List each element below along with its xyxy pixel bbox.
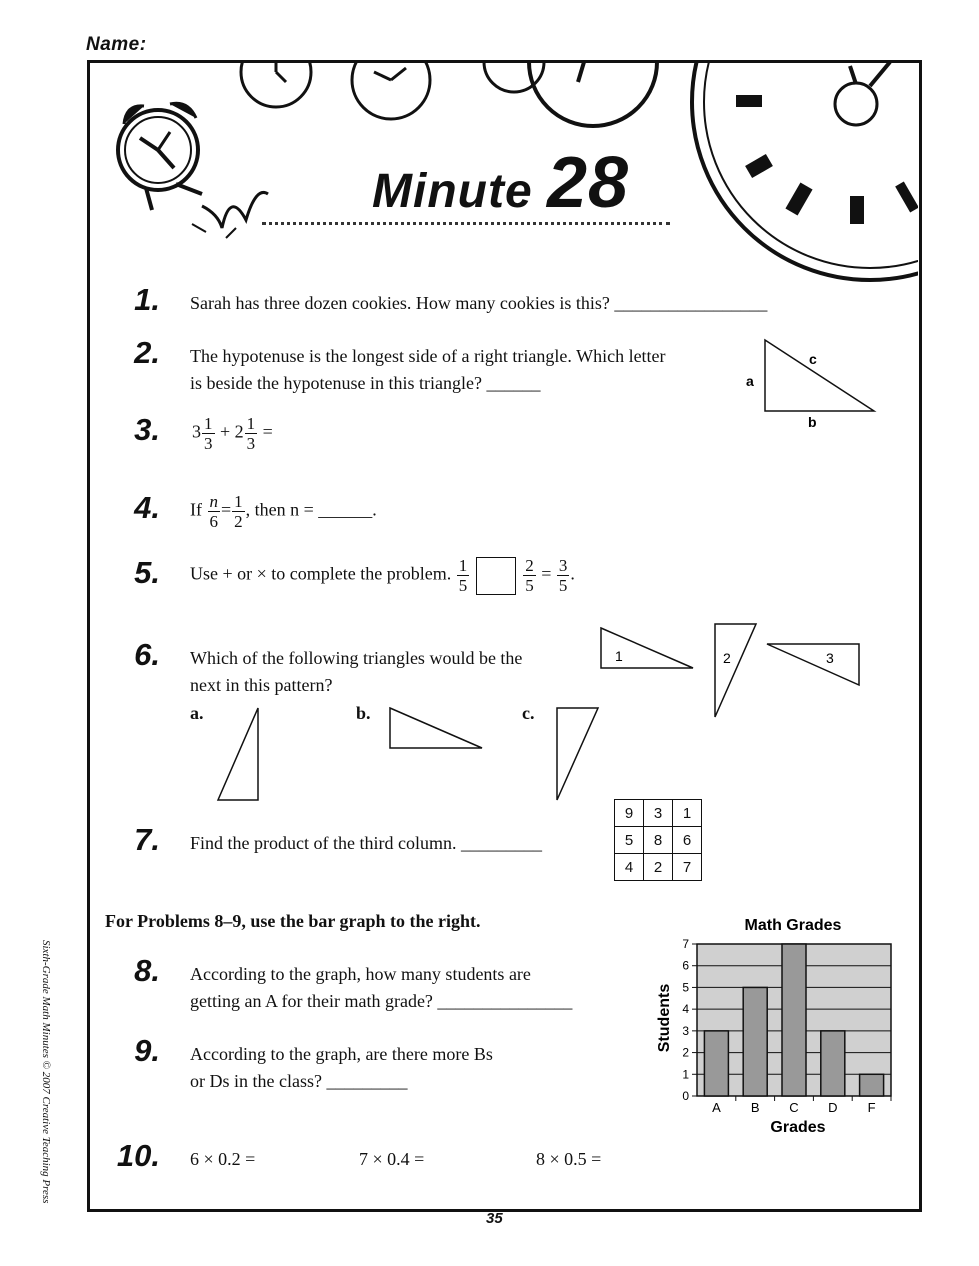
question-6-line-1: Which of the following triangles would be the: [190, 648, 523, 668]
whole-3: 3: [192, 421, 201, 442]
title-word: Minute: [372, 165, 533, 218]
plus-sign: +: [220, 421, 231, 442]
if-word: If: [190, 499, 202, 520]
chart-x-label: Grades: [770, 1119, 826, 1136]
numerator: n: [209, 492, 218, 511]
question-number-2: 2.: [134, 335, 160, 370]
triangle-options: [210, 700, 610, 810]
x-tick-label: F: [867, 1100, 876, 1115]
grid-cell: 2: [644, 854, 673, 881]
question-10-problem-3: 8 × 0.5 =: [536, 1149, 602, 1169]
equals-sign: =: [541, 563, 552, 584]
question-number-8: 8.: [134, 953, 160, 988]
question-2-line-1: The hypotenuse is the longest side of a right triangle. Which letter: [190, 346, 666, 366]
question-6-line-2: next in this pattern?: [190, 675, 333, 695]
denominator: 5: [558, 576, 568, 595]
grid-row: [615, 800, 702, 827]
x-tick-label: C: [789, 1100, 799, 1115]
question-2-text: [190, 343, 666, 397]
alarm-clock-icon: [106, 94, 276, 244]
question-8-line-1: According to the graph, how many students are: [190, 964, 531, 984]
question-5-expression: [190, 556, 575, 595]
fraction-n-6: [208, 492, 221, 531]
option-c-triangle[interactable]: [557, 708, 598, 800]
fraction-1-3b: [245, 414, 258, 453]
fraction-1-5: [457, 556, 470, 595]
equals-sign: =: [221, 499, 232, 520]
question-7-text: Find the product of the third column. _________: [190, 833, 542, 853]
grid-cell: 1: [673, 800, 702, 827]
fraction-2-5: [523, 556, 536, 595]
question-number-7: 7.: [134, 822, 160, 857]
copyright-text: Sixth-Grade Math Minutes © 2007 Creative Teaching Press: [40, 940, 52, 1204]
fraction-1-2: [232, 492, 245, 531]
graph-instructions: For Problems 8–9, use the bar graph to the right.: [105, 911, 481, 931]
title-underline: [262, 222, 670, 225]
page-number: 35: [486, 1210, 503, 1227]
fraction-3-5: [557, 556, 570, 595]
name-label: Name:: [86, 34, 147, 55]
numerator: 1: [458, 556, 468, 575]
option-c-label: c.: [522, 703, 535, 723]
y-tick-label: 3: [682, 1023, 689, 1038]
triangle-pattern: [595, 622, 867, 722]
period: .: [570, 563, 575, 584]
option-a-triangle[interactable]: [218, 708, 258, 800]
numerator: 1: [246, 414, 256, 433]
side-label-c: c: [809, 351, 817, 367]
question-6-text: [190, 645, 522, 699]
question-number-3: 3.: [134, 412, 160, 447]
grid-cell: 5: [615, 827, 644, 854]
denominator: 3: [204, 434, 213, 453]
pattern-label-3: 3: [826, 650, 834, 666]
grid-cell: 4: [615, 854, 644, 881]
option-a-label: a.: [190, 703, 204, 723]
question-3-expression: [192, 414, 273, 453]
right-triangle-diagram: [740, 336, 890, 432]
option-b-label: b.: [356, 703, 371, 723]
question-1-text: Sarah has three dozen cookies. How many cookies is this? _________________: [190, 293, 768, 313]
page-title: [372, 142, 629, 224]
y-tick-label: 0: [682, 1089, 689, 1103]
fraction-1-3: [202, 414, 215, 453]
numerator: 1: [234, 492, 243, 511]
numerator: 2: [525, 556, 534, 575]
chart-plot-area: [682, 937, 891, 1115]
numerator: 3: [558, 556, 568, 575]
question-number-9: 9.: [134, 1033, 160, 1068]
question-8-text: [190, 961, 572, 1015]
pattern-label-2: 2: [723, 650, 731, 666]
y-tick-label: 7: [682, 937, 689, 951]
x-tick-label: B: [750, 1100, 760, 1115]
grid-cell: 9: [615, 800, 644, 827]
denominator: 6: [209, 512, 218, 531]
question-number-4: 4.: [134, 490, 160, 525]
bar-F: [860, 1074, 884, 1096]
question-number-10: 10.: [116, 1138, 160, 1173]
denominator: 3: [246, 434, 256, 453]
numerator: 1: [204, 414, 213, 433]
pattern-label-1: 1: [615, 648, 623, 664]
question-8-line-2: getting an A for their math grade? _______________: [190, 991, 573, 1011]
question-5-text: Use + or × to complete the problem.: [190, 563, 452, 584]
y-tick-label: 2: [682, 1045, 689, 1060]
question-9-line-2: or Ds in the class? _________: [190, 1071, 408, 1091]
denominator: 5: [458, 576, 468, 595]
operator-answer-box[interactable]: [476, 557, 516, 595]
y-tick-label: 5: [682, 980, 689, 995]
bar-B: [743, 987, 767, 1096]
question-9-line-1: According to the graph, are there more Bs: [190, 1044, 493, 1064]
title-number: 28: [546, 143, 630, 223]
grid-cell: 8: [644, 827, 673, 854]
denominator: 2: [234, 512, 243, 531]
grid-cell: 6: [673, 827, 702, 854]
question-2-line-2: is beside the hypotenuse in this triangle? ______: [190, 373, 541, 393]
side-label-b: b: [808, 414, 817, 430]
question-number-1: 1.: [134, 282, 160, 317]
x-tick-label: A: [712, 1100, 721, 1115]
denominator: 5: [525, 576, 534, 595]
question-10-problem-1: 6 × 0.2 =: [190, 1149, 256, 1169]
equals-sign: =: [262, 421, 273, 442]
bar-A: [704, 1031, 728, 1096]
chart-y-label: Students: [656, 983, 673, 1053]
whole-2: 2: [234, 421, 244, 442]
option-b-triangle[interactable]: [390, 708, 482, 748]
question-number-5: 5.: [134, 555, 160, 590]
question-10-problem-2: 7 × 0.4 =: [359, 1149, 425, 1169]
math-grades-chart: [645, 910, 905, 1140]
chart-title: Math Grades: [744, 917, 842, 934]
bar-D: [821, 1031, 845, 1096]
grid-row: [615, 854, 702, 881]
question-number-6: 6.: [134, 637, 160, 672]
grid-row: [615, 827, 702, 854]
number-grid: [614, 799, 702, 881]
y-tick-label: 4: [682, 1002, 689, 1017]
bar-C: [782, 944, 806, 1096]
y-tick-label: 1: [682, 1067, 689, 1082]
grid-cell: 7: [673, 854, 702, 881]
y-tick-label: 6: [682, 958, 689, 973]
grid-cell: 3: [644, 800, 673, 827]
question-4-expression: [190, 492, 377, 531]
side-label-a: a: [746, 373, 754, 389]
x-tick-label: D: [828, 1100, 838, 1115]
question-4-tail: , then n = ______.: [245, 499, 377, 520]
question-9-text: [190, 1041, 493, 1095]
